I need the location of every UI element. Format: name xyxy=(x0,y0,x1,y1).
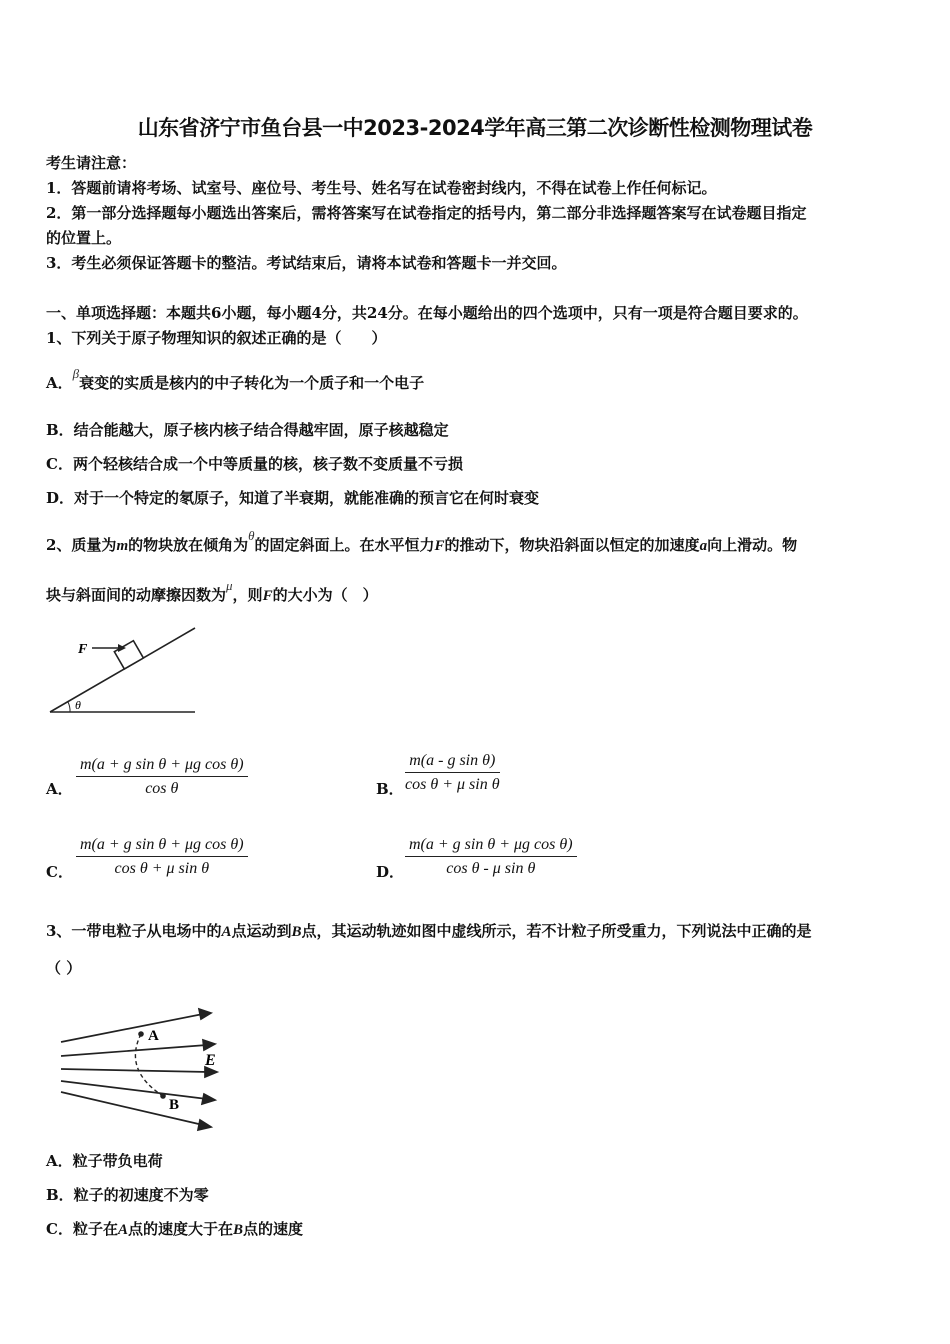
q3-option-c xyxy=(46,1218,303,1239)
incline-figure xyxy=(40,620,210,720)
q1-option-a xyxy=(46,366,425,393)
numerator: m(a + g sin θ + μg cos θ) xyxy=(76,836,248,857)
label-a: A xyxy=(148,1028,159,1044)
var-F: F xyxy=(434,538,445,554)
notice-item: 的位置上。 xyxy=(46,229,122,247)
q3-option-a: A．粒子带负电荷 xyxy=(46,1152,163,1170)
q2-option-a-fraction xyxy=(76,756,248,798)
force-label: F xyxy=(78,642,88,657)
arrow-head xyxy=(199,1009,211,1019)
q1-option-b: B．结合能越大，原子核内核子结合得越牢固，原子核越稳定 xyxy=(46,421,449,439)
q3-text: 点，其运动轨迹如图中虚线所示，若不计粒子所受重力，下列说法中正确的是 xyxy=(301,922,812,940)
point-a xyxy=(138,1031,144,1037)
q1-option-d: D．对于一个特定的氡原子，知道了半衰期，就能准确的预言它在何时衰变 xyxy=(46,489,540,507)
q1-a-text: 衰变的实质是核内的中子转化为一个质子和一个电子 xyxy=(79,374,425,392)
page-title: 山东省济宁市鱼台县一中2023-2024学年高三第二次诊断性检测物理试卷 xyxy=(137,116,813,140)
q3-text: 3、一带电粒子从电场中的 xyxy=(46,922,222,940)
q2-text: ，则 xyxy=(232,586,263,604)
denominator: cos θ + μ sin θ xyxy=(405,776,500,793)
notice-item: 2．第一部分选择题每小题选出答案后，需将答案写在试卷指定的括号内，第二部分非选择题答案写在试卷题目指定 xyxy=(46,204,807,222)
q2-text: 块与斜面间的动摩擦因数为 xyxy=(46,586,227,604)
q2-option-a-label: A． xyxy=(46,780,73,798)
q3-stem-line2: （ ） xyxy=(46,959,82,977)
q3-text: 点运动到 xyxy=(231,922,292,940)
var-B: B xyxy=(291,924,302,940)
mu-symbol: μ xyxy=(226,578,233,593)
numerator: m(a - g sin θ) xyxy=(405,752,500,773)
q2-option-d-label: D． xyxy=(376,863,405,881)
q3-option-b: B．粒子的初速度不为零 xyxy=(46,1186,209,1204)
q2-option-b-fraction xyxy=(405,752,500,794)
var-A: A xyxy=(221,924,232,940)
incline-line xyxy=(50,628,195,712)
notice-item: 1．答题前请将考场、试室号、座位号、考生号、姓名写在试卷密封线内，不得在试卷上作任何标记。 xyxy=(46,179,717,197)
q3-text: 点的速度大于在 xyxy=(127,1220,233,1238)
label-b: B xyxy=(169,1097,180,1113)
q1-option-c: C．两个轻核结合成一个中等质量的核，核子数不变质量不亏损 xyxy=(46,455,463,473)
var-A: A xyxy=(117,1222,128,1238)
notice-heading: 考生请注意： xyxy=(46,154,137,172)
point-b xyxy=(160,1093,166,1099)
field-line xyxy=(61,1014,203,1042)
theta-symbol: θ xyxy=(248,528,255,543)
notice-item: 3．考生必须保证答题卡的整洁。考试结束后，请将本试卷和答题卡一并交回。 xyxy=(46,254,567,272)
section-heading: 一、单项选择题：本题共6小题，每小题4分，共24分。在每小题给出的四个选项中，只有一项是符合题目要求的。 xyxy=(46,304,808,322)
arrow-head xyxy=(203,1040,215,1050)
angle-label: θ xyxy=(75,698,81,712)
var-F: F xyxy=(262,588,273,604)
denominator: cos θ + μ sin θ xyxy=(114,860,210,877)
q2-text: 向上滑动。物 xyxy=(707,536,798,554)
q2-stem-line1 xyxy=(46,528,798,555)
field-line xyxy=(61,1069,209,1072)
q2-option-c-label: C． xyxy=(46,863,73,881)
label-e: E xyxy=(205,1052,216,1069)
numerator: m(a + g sin θ + μg cos θ) xyxy=(405,836,577,857)
var-m: m xyxy=(116,538,129,554)
q2-option-c-fraction xyxy=(76,836,248,878)
q1-a-label: A． xyxy=(46,374,73,392)
q2-option-d-fraction xyxy=(405,836,577,878)
q3-text: C．粒子在 xyxy=(46,1220,118,1238)
q2-text: 的推动下，物块沿斜面以恒定的加速度 xyxy=(444,536,700,554)
electric-field-figure xyxy=(55,1000,230,1135)
var-a: a xyxy=(699,538,708,554)
q1-stem: 1、下列关于原子物理知识的叙述正确的是（ ） xyxy=(46,329,387,347)
q2-stem-line2 xyxy=(46,578,378,605)
denominator: cos θ xyxy=(145,780,179,797)
numerator: m(a + g sin θ + μg cos θ) xyxy=(76,756,248,777)
arrow-head xyxy=(198,1120,211,1130)
field-line xyxy=(61,1045,207,1056)
beta-symbol: β xyxy=(72,366,80,381)
arrow-head xyxy=(202,1094,215,1104)
var-B: B xyxy=(232,1222,243,1238)
q2-option-b-label: B． xyxy=(376,780,404,798)
angle-arc xyxy=(68,702,70,712)
denominator: cos θ - μ sin θ xyxy=(446,860,536,877)
q2-text: 的大小为（ ） xyxy=(272,586,378,604)
q2-text: 的物块放在倾角为 xyxy=(128,536,249,554)
q2-text: 2、质量为 xyxy=(46,536,117,554)
field-line xyxy=(61,1092,203,1125)
q2-text: 的固定斜面上。在水平恒力 xyxy=(254,536,435,554)
q3-stem-line1 xyxy=(46,920,812,941)
q3-text: 点的速度 xyxy=(243,1220,304,1238)
